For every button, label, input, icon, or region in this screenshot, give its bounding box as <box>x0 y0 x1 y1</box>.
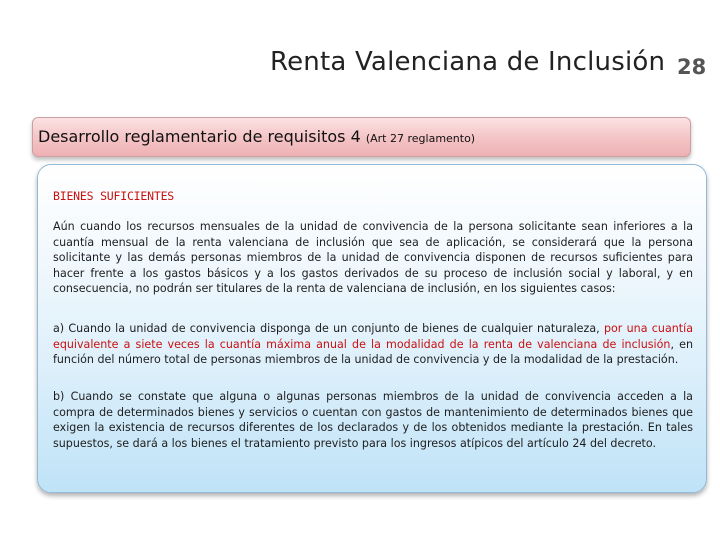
case-a-text-end: , en función del número total de personas miembros de la unidad de convivencia y de la modalidad de la prestación. <box>53 337 693 367</box>
section-label: BIENES SUFICIENTES <box>53 189 175 203</box>
section-header-reference: (Art 27 reglamento) <box>365 132 476 145</box>
paragraph-case-b: b) Cuando se constate que alguna o algunas personas miembros de la unidad de convivencia acceden a la compra de determinados bienes y servicios o cuentan con gastos de mantenimiento de determinados bienes que exigen la existencia de recursos diferentes de los declarados y de los obtenidos mediante la prestación. En tales supuestos, se dará a los bienes el tratamiento previsto para los ingresos atípicos del artículo 24 del decreto. <box>53 390 693 450</box>
paragraph-case-a <box>53 321 693 368</box>
section-header-bar <box>32 117 691 157</box>
paragraph-intro: Aún cuando los recursos mensuales de la unidad de convivencia de la persona solicitante sean inferiores a la cuantía mensual de la renta valenciana de inclusión que sea de aplicación, se considerará que la persona solicitante y las demás personas miembros de la unidad de convivencia disponen de recursos suficientes para hacer frente a los gastos básicos y a los gastos derivados de su proceso de inclusión social y laboral, y en consecuencia, no podrán ser titulares de la renta de valenciana de inclusión, en los siguientes casos: <box>53 220 693 296</box>
slide-title: Renta Valenciana de Inclusión <box>270 47 666 77</box>
section-header <box>38 127 475 146</box>
case-a-highlight: por una cuantía equivalente a siete veces la cuantía máxima anual de la modalidad de la renta de valenciana de inclusión <box>53 322 693 351</box>
slide-number: 28 <box>677 55 707 79</box>
section-header-main: Desarrollo reglamentario de requisitos 4 <box>38 127 361 146</box>
case-a-text-start: a) Cuando la unidad de convivencia disponga de un conjunto de bienes de cualquier naturaleza, <box>53 322 604 335</box>
